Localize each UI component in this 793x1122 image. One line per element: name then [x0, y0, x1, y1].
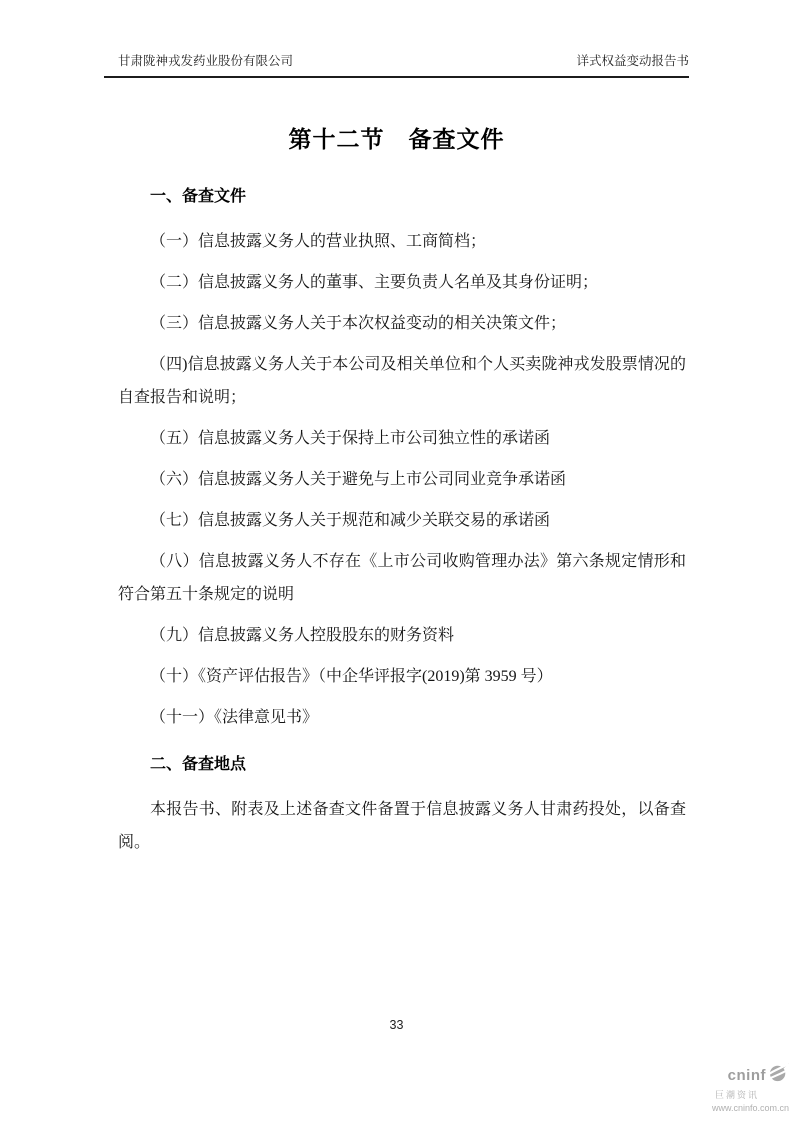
list-item: （八）信息披露义务人不存在《上市公司收购管理办法》第六条规定情形和符合第五十条规定的说明: [118, 553, 686, 603]
cninfo-swirl-icon: [768, 1063, 789, 1087]
page-number: 33: [389, 1018, 404, 1032]
list-item: （七）信息披露义务人关于规范和减少关联交易的承诺函: [150, 512, 551, 529]
list-item: （三）信息披露义务人关于本次权益变动的相关决策文件；: [150, 315, 567, 332]
cninfo-chinese-name: 巨潮资讯: [714, 1090, 759, 1100]
list-item: （五）信息披露义务人关于保持上市公司独立性的承诺函: [150, 430, 551, 447]
cninfo-watermark: [705, 1063, 789, 1113]
page-header: [104, 54, 689, 78]
location-paragraph: 本报告书、附表及上述备查文件备置于信息披露义务人甘肃药投处，以备查阅。: [118, 801, 686, 851]
section-title: 第十二节 备查文件: [288, 126, 505, 152]
list-item: （六）信息披露义务人关于避免与上市公司同业竞争承诺函: [150, 471, 567, 488]
list-item: （十一）《法律意见书》: [150, 709, 319, 726]
document-body: [118, 152, 686, 859]
list-item: （二）信息披露义务人的董事、主要负责人名单及其身份证明；: [150, 274, 599, 291]
cninfo-brand-row: [705, 1063, 789, 1087]
list-item: （十）《资产评估报告》（中企华评报字(2019)第 3959 号）: [150, 668, 553, 685]
subsection-heading-documents: 一、备查文件: [150, 188, 247, 205]
cninfo-brand-text: cninf: [727, 1066, 766, 1084]
subsection-heading-location: 二、备查地点: [150, 756, 247, 773]
list-item: （九）信息披露义务人控股股东的财务资料: [150, 627, 455, 644]
header-report-title: 详式权益变动报告书: [576, 54, 689, 68]
list-item: （一）信息披露义务人的营业执照、工商简档；: [150, 233, 487, 250]
list-item: （四)信息披露义务人关于本公司及相关单位和个人买卖陇神戎发股票情况的自查报告和说明；: [118, 356, 686, 406]
cninfo-url: www.cninfo.com.cn: [711, 1103, 789, 1113]
header-company-name: 甘肃陇神戎发药业股份有限公司: [118, 54, 294, 68]
